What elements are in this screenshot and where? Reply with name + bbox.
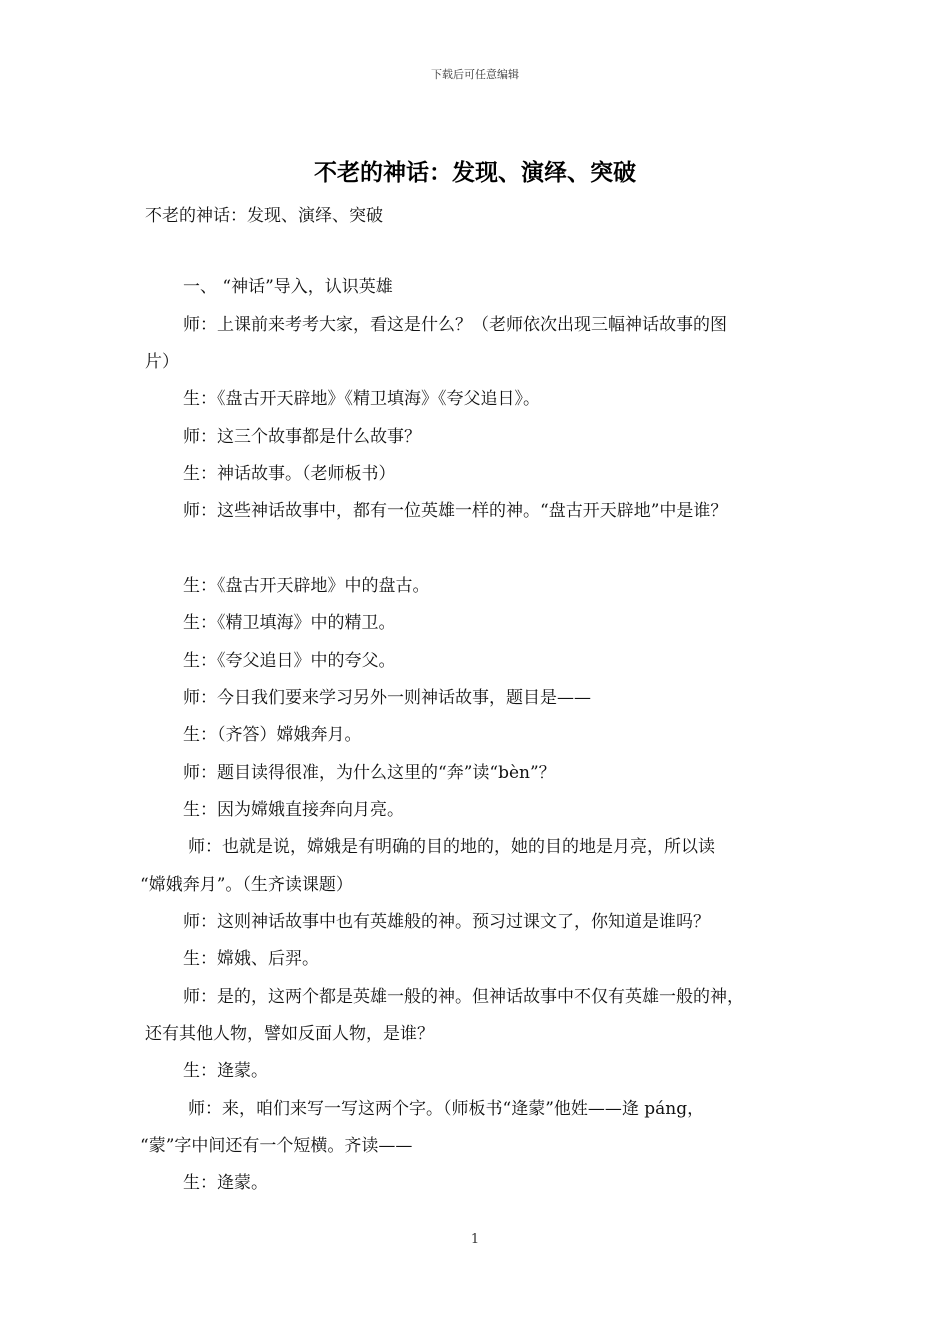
paragraph-line: 师：这三个故事都是什么故事？ <box>183 427 421 447</box>
paragraph-line: 师：这些神话故事中，都有一位英雄一样的神。“盘古开天辟地”中是谁？ <box>183 501 728 521</box>
page-number: 1 <box>470 1232 480 1247</box>
paragraph-line: 师：也就是说，嫦娥是有明确的目的地的，她的目的地是月亮，所以读 <box>188 837 715 857</box>
paragraph-line: 师：是的，这两个都是英雄一般的神。但神话故事中不仅有英雄一般的神， <box>183 987 744 1007</box>
paragraph-line: 片） <box>145 352 179 372</box>
paragraph-line: 师：上课前来考考大家，看这是什么？（老师依次出现三幅神话故事的图 <box>183 315 727 335</box>
paragraph-line: 师：今日我们要来学习另外一则神话故事，题目是—— <box>183 688 591 708</box>
paragraph-line: 生：《夸父追日》中的夸父。 <box>183 651 396 671</box>
document-title: 不老的神话：发现、演绎、突破 <box>314 159 636 186</box>
paragraph-line: 还有其他人物，譬如反面人物，是谁？ <box>145 1024 434 1044</box>
paragraph-line: 师：来，咱们来写一写这两个字。（师板书“逄蒙”他姓——逄 páng， <box>188 1099 705 1119</box>
paragraph-line: 生：嫦娥、后羿。 <box>183 949 319 969</box>
paragraph-line: 生：神话故事。（老师板书） <box>183 464 396 484</box>
paragraph-line: 生：逄蒙。 <box>183 1061 268 1081</box>
paragraph-line: 生：（齐答）嫦娥奔月。 <box>183 725 362 745</box>
document-subtitle: 不老的神话：发现、演绎、突破 <box>145 206 383 226</box>
paragraph-line: 生：逄蒙。 <box>183 1173 268 1193</box>
paragraph-line: 生：《盘古开天辟地》《精卫填海》《夸父追日》。 <box>183 389 540 409</box>
paragraph-line: 生：因为嫦娥直接奔向月亮。 <box>183 800 404 820</box>
paragraph-line: “嫦娥奔月”。（生齐读课题） <box>140 875 353 895</box>
paragraph-line: 师：这则神话故事中也有英雄般的神。预习过课文了，你知道是谁吗？ <box>183 912 710 932</box>
paragraph-line: “蒙”字中间还有一个短横。齐读—— <box>140 1136 413 1156</box>
paragraph-line: 生：《盘古开天辟地》中的盘古。 <box>183 576 430 596</box>
paragraph-line: 生：《精卫填海》中的精卫。 <box>183 613 396 633</box>
section-heading: 一、 “神话”导入，认识英雄 <box>183 277 393 297</box>
paragraph-line: 师：题目读得很准，为什么这里的“奔”读“bèn”？ <box>183 763 556 783</box>
page-header: 下载后可任意编辑 <box>431 68 519 81</box>
